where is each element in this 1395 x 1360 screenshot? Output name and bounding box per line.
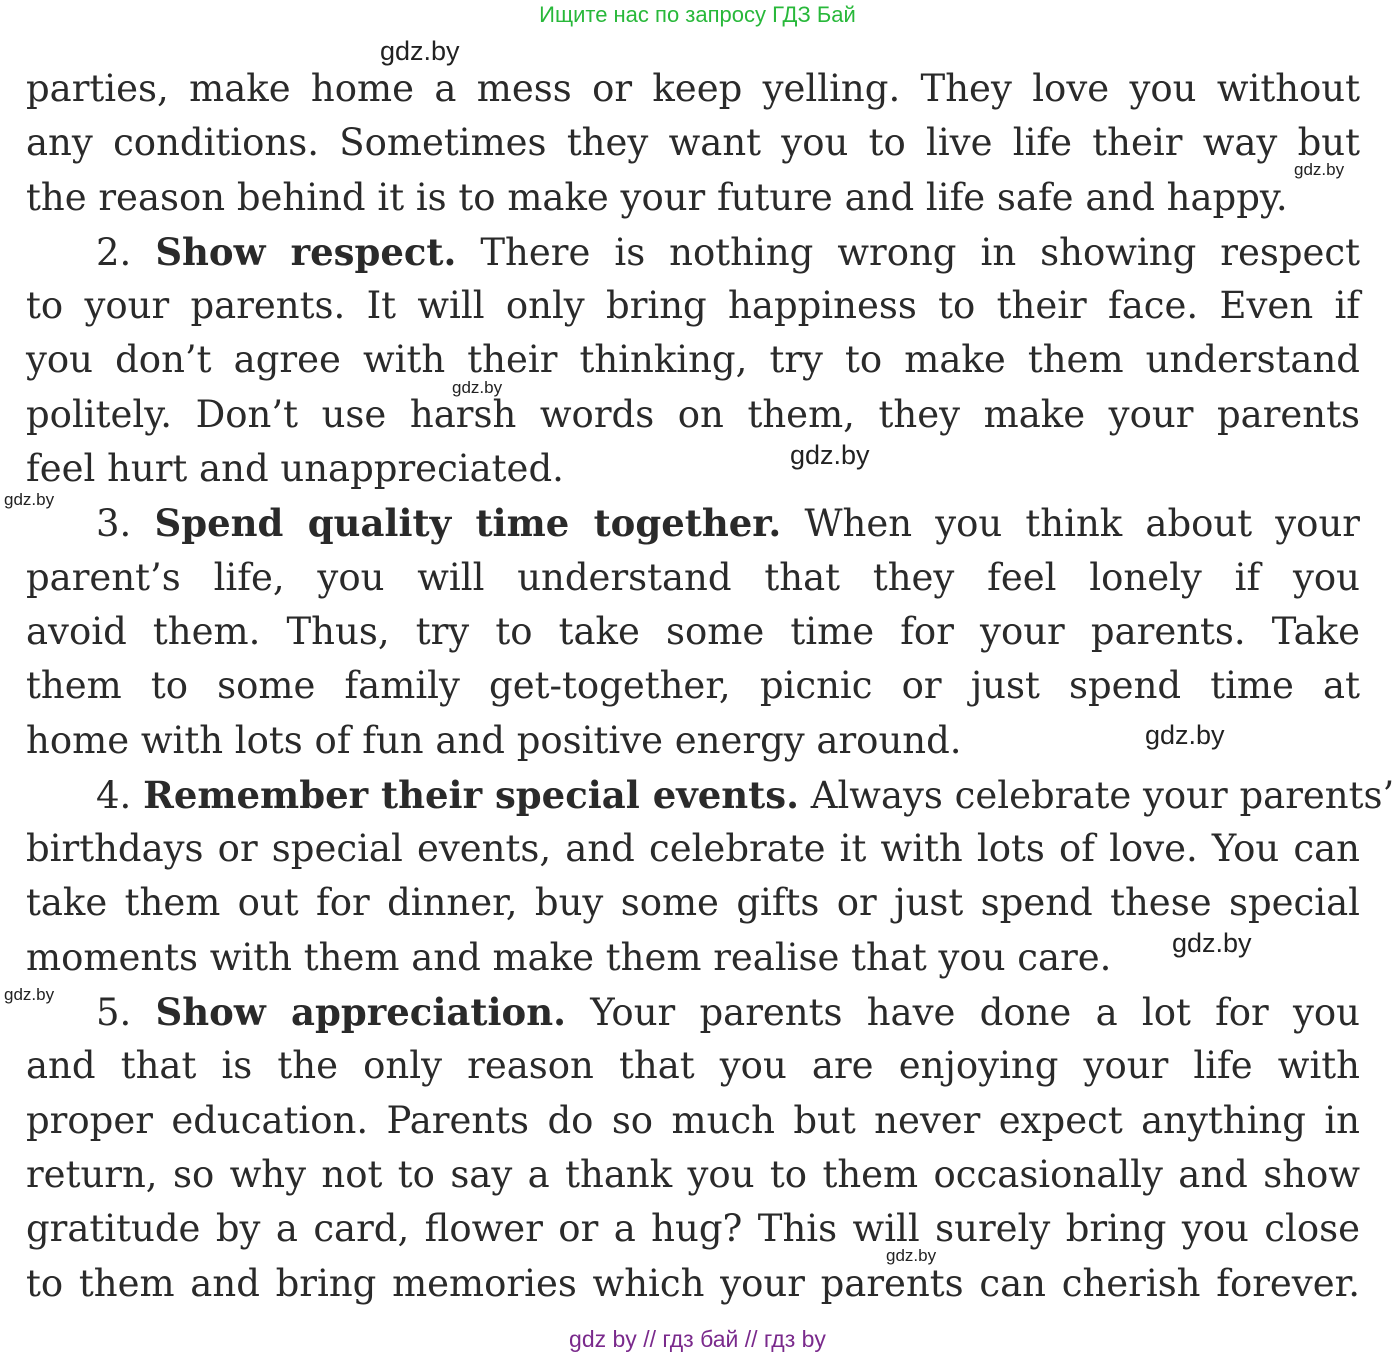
article-text bbox=[26, 62, 1395, 1311]
item-number: 4. bbox=[96, 773, 144, 817]
watermark: gdz.by bbox=[4, 490, 55, 509]
watermark: gdz.by bbox=[452, 378, 503, 397]
watermark: gdz.by bbox=[1172, 928, 1252, 958]
item-number: 5. bbox=[96, 991, 156, 1035]
item-title: Spend quality time together. bbox=[154, 501, 782, 546]
text-span: When you think about your bbox=[781, 502, 1360, 546]
footer-links: gdz by // гдз бай // гдз by bbox=[569, 1326, 826, 1352]
text-span: Always celebrate your parents’ bbox=[798, 773, 1395, 817]
text-line: home with lots of fun and positive energy around. bbox=[26, 718, 962, 762]
watermark: gdz.by bbox=[886, 1246, 937, 1265]
item-number: 3. bbox=[96, 502, 155, 546]
search-hint-banner: Ищите нас по запросу ГДЗ Бай bbox=[539, 2, 856, 27]
paragraph-5-heading-line bbox=[26, 985, 1360, 1039]
text-line: take them out for dinner, buy some gifts or just spend these special bbox=[26, 881, 1360, 925]
item-title: Show appreciation. bbox=[155, 990, 566, 1035]
text-line: avoid them. Thus, try to take some time for your parents. Take bbox=[26, 609, 1360, 653]
text-line: return, so why not to say a thank you to them occasionally and show bbox=[26, 1152, 1360, 1196]
paragraph-4-heading-line bbox=[26, 768, 1395, 822]
paragraph-2-heading-line bbox=[26, 225, 1360, 279]
text-line: birthdays or special events, and celebrate it with lots of love. You can bbox=[26, 827, 1360, 871]
text-line: proper education. Parents do so much but never expect anything in bbox=[26, 1098, 1360, 1142]
watermark: gdz.by bbox=[1294, 160, 1345, 179]
text-line: to them and bring memories which your parents can cherish forever. bbox=[26, 1261, 1360, 1305]
watermark: gdz.by bbox=[4, 985, 55, 1004]
text-line: parent’s life, you will understand that they feel lonely if you bbox=[26, 555, 1360, 599]
text-span: Your parents have done a lot for you bbox=[565, 991, 1360, 1035]
text-line: parties, make home a mess or keep yelling. They love you without bbox=[26, 67, 1360, 110]
text-line: any conditions. Sometimes they want you to live life their way but bbox=[26, 121, 1360, 165]
text-span: There is nothing wrong in showing respect bbox=[456, 230, 1360, 274]
item-number: 2. bbox=[96, 230, 156, 274]
text-line: and that is the only reason that you are enjoying your life with bbox=[26, 1044, 1360, 1088]
text-line: gratitude by a card, flower or a hug? This will surely bring you close bbox=[26, 1207, 1360, 1251]
text-line: them to some family get-together, picnic or just spend time at bbox=[26, 664, 1360, 708]
text-line: politely. Don’t use harsh words on them, they make your parents bbox=[26, 392, 1360, 436]
text-line: you don’t agree with their thinking, try to make them understand bbox=[26, 338, 1360, 382]
text-line: to your parents. It will only bring happiness to their face. Even if bbox=[26, 284, 1360, 328]
item-title: Show respect. bbox=[155, 229, 457, 274]
text-line: the reason behind it is to make your future and life safe and happy. bbox=[26, 175, 1288, 219]
watermark: gdz.by bbox=[1145, 720, 1225, 750]
item-title: Remember their special events. bbox=[143, 772, 799, 817]
paragraph-3-heading-line bbox=[26, 496, 1360, 550]
watermark: gdz.by bbox=[790, 440, 870, 470]
watermark: gdz.by bbox=[380, 36, 460, 66]
text-line: feel hurt and unappreciated. bbox=[26, 447, 564, 491]
text-line: moments with them and make them realise that you care. bbox=[26, 935, 1112, 979]
